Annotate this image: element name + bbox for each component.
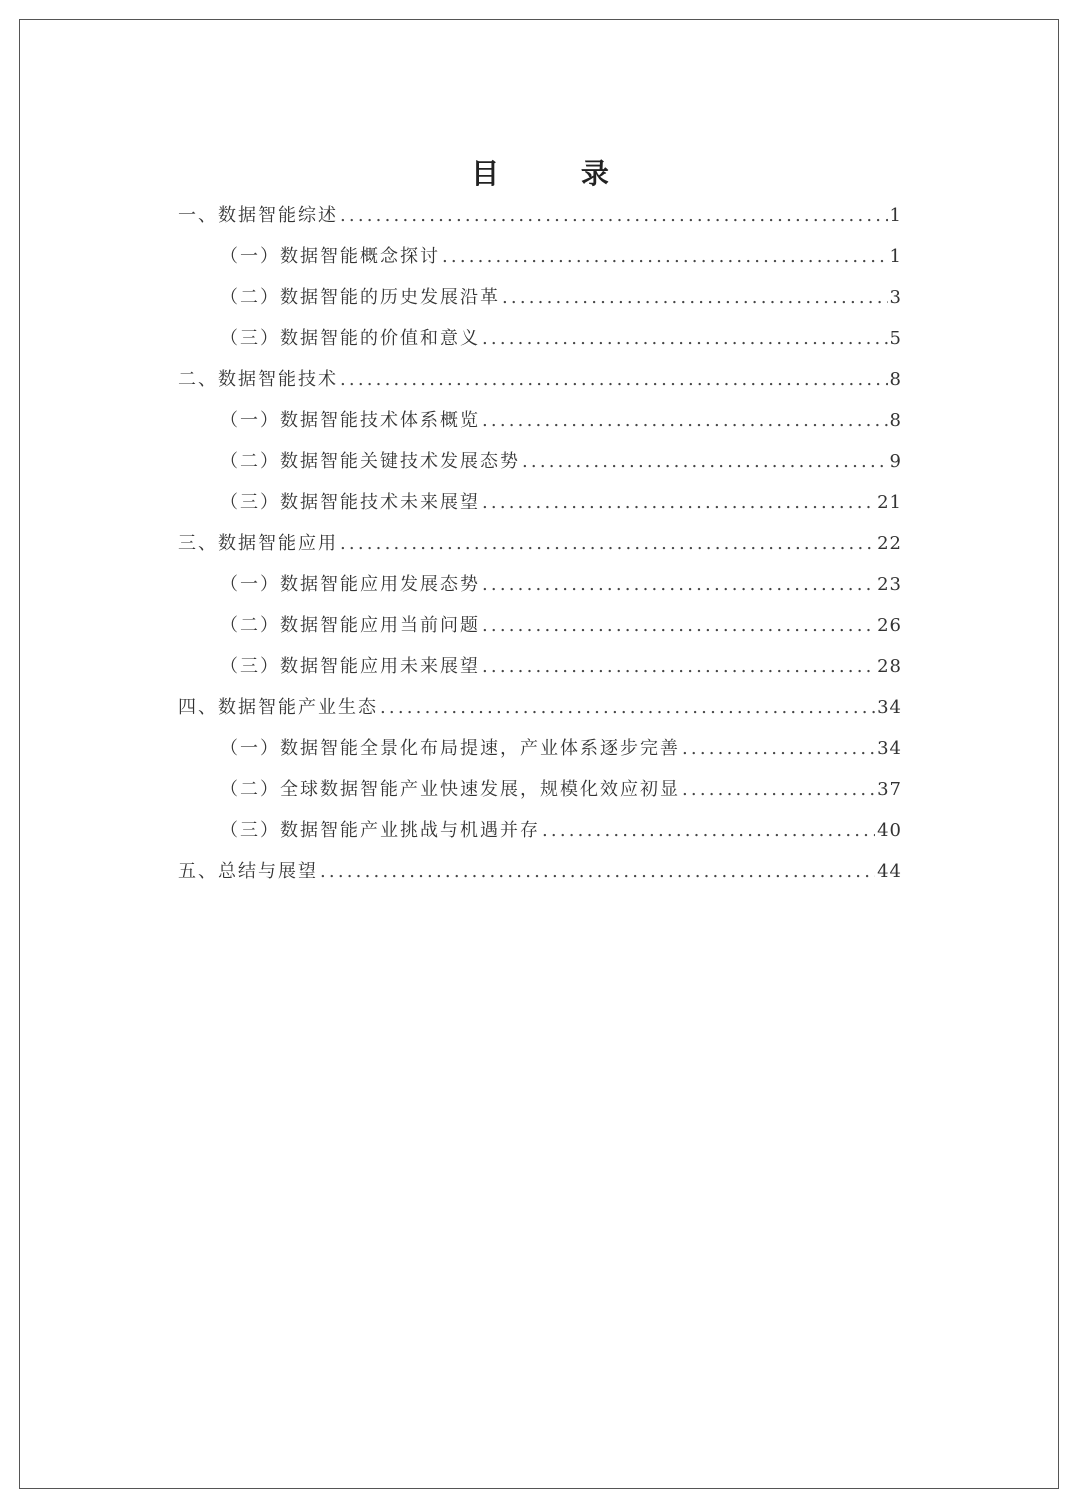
dot-leader [482,656,875,677]
dot-leader [482,410,888,431]
dot-leader [522,451,888,472]
dot-leader [320,861,875,882]
dot-leader [340,533,875,554]
toc-page-number: 34 [877,697,902,718]
toc-entry-label: （一）数据智能概念探讨 [220,246,440,267]
toc-entry-label: 一、数据智能综述 [178,205,338,226]
toc-page-number: 9 [889,451,902,472]
toc-entry-2-1[interactable] [178,406,902,447]
dot-leader [442,246,888,267]
toc-entry-label: （三）数据智能的价值和意义 [220,328,480,349]
toc-entry-4[interactable] [178,693,902,734]
toc-page-number: 23 [877,574,902,595]
toc-entry-label: （三）数据智能产业挑战与机遇并存 [220,820,540,841]
table-of-contents [178,201,902,898]
toc-entry-4-3[interactable] [178,816,902,857]
toc-page-number: 21 [877,492,902,513]
toc-entry-label: （二）全球数据智能产业快速发展，规模化效应初显 [220,779,680,800]
toc-entry-label: 二、数据智能技术 [178,369,338,390]
toc-page-number: 1 [889,246,902,267]
toc-entry-label: 四、数据智能产业生态 [178,697,378,718]
toc-page-number: 3 [889,287,902,308]
dot-leader [482,574,875,595]
dot-leader [380,697,875,718]
toc-page-number: 37 [877,779,902,800]
toc-entry-label: （三）数据智能应用未来展望 [220,656,480,677]
toc-entry-1[interactable] [178,201,902,242]
toc-page-number: 1 [889,205,902,226]
toc-page-number: 26 [877,615,902,636]
toc-entry-5[interactable] [178,857,902,898]
toc-entry-label: （一）数据智能全景化布局提速，产业体系逐步完善 [220,738,680,759]
dot-leader [340,205,888,226]
toc-page-number: 28 [877,656,902,677]
toc-page-number: 22 [877,533,902,554]
toc-page-number: 8 [889,369,902,390]
toc-entry-label: 五、总结与展望 [178,861,318,882]
toc-entry-3-3[interactable] [178,652,902,693]
toc-entry-1-2[interactable] [178,283,902,324]
toc-entry-1-3[interactable] [178,324,902,365]
toc-entry-label: （一）数据智能技术体系概览 [220,410,480,431]
toc-entry-2[interactable] [178,365,902,406]
toc-page-number: 40 [877,820,902,841]
toc-title: 目 录 [471,157,645,190]
toc-entry-4-1[interactable] [178,734,902,775]
dot-leader [682,779,875,800]
toc-entry-label: （三）数据智能技术未来展望 [220,492,480,513]
toc-entry-2-2[interactable] [178,447,902,488]
toc-entry-label: 三、数据智能应用 [178,533,338,554]
toc-entry-label: （二）数据智能关键技术发展态势 [220,451,520,472]
dot-leader [482,328,888,349]
toc-entry-label: （二）数据智能应用当前问题 [220,615,480,636]
dot-leader [340,369,888,390]
toc-entry-2-3[interactable] [178,488,902,529]
toc-entry-label: （二）数据智能的历史发展沿革 [220,287,500,308]
dot-leader [502,287,888,308]
toc-entry-1-1[interactable] [178,242,902,283]
dot-leader [482,492,875,513]
toc-page-number: 34 [877,738,902,759]
toc-entry-3-1[interactable] [178,570,902,611]
toc-entry-3[interactable] [178,529,902,570]
toc-entry-4-2[interactable] [178,775,902,816]
dot-leader [542,820,875,841]
dot-leader [682,738,875,759]
toc-entry-label: （一）数据智能应用发展态势 [220,574,480,595]
toc-page-number: 44 [877,861,902,882]
toc-entry-3-2[interactable] [178,611,902,652]
toc-page-number: 5 [889,328,902,349]
toc-page-number: 8 [889,410,902,431]
dot-leader [482,615,875,636]
